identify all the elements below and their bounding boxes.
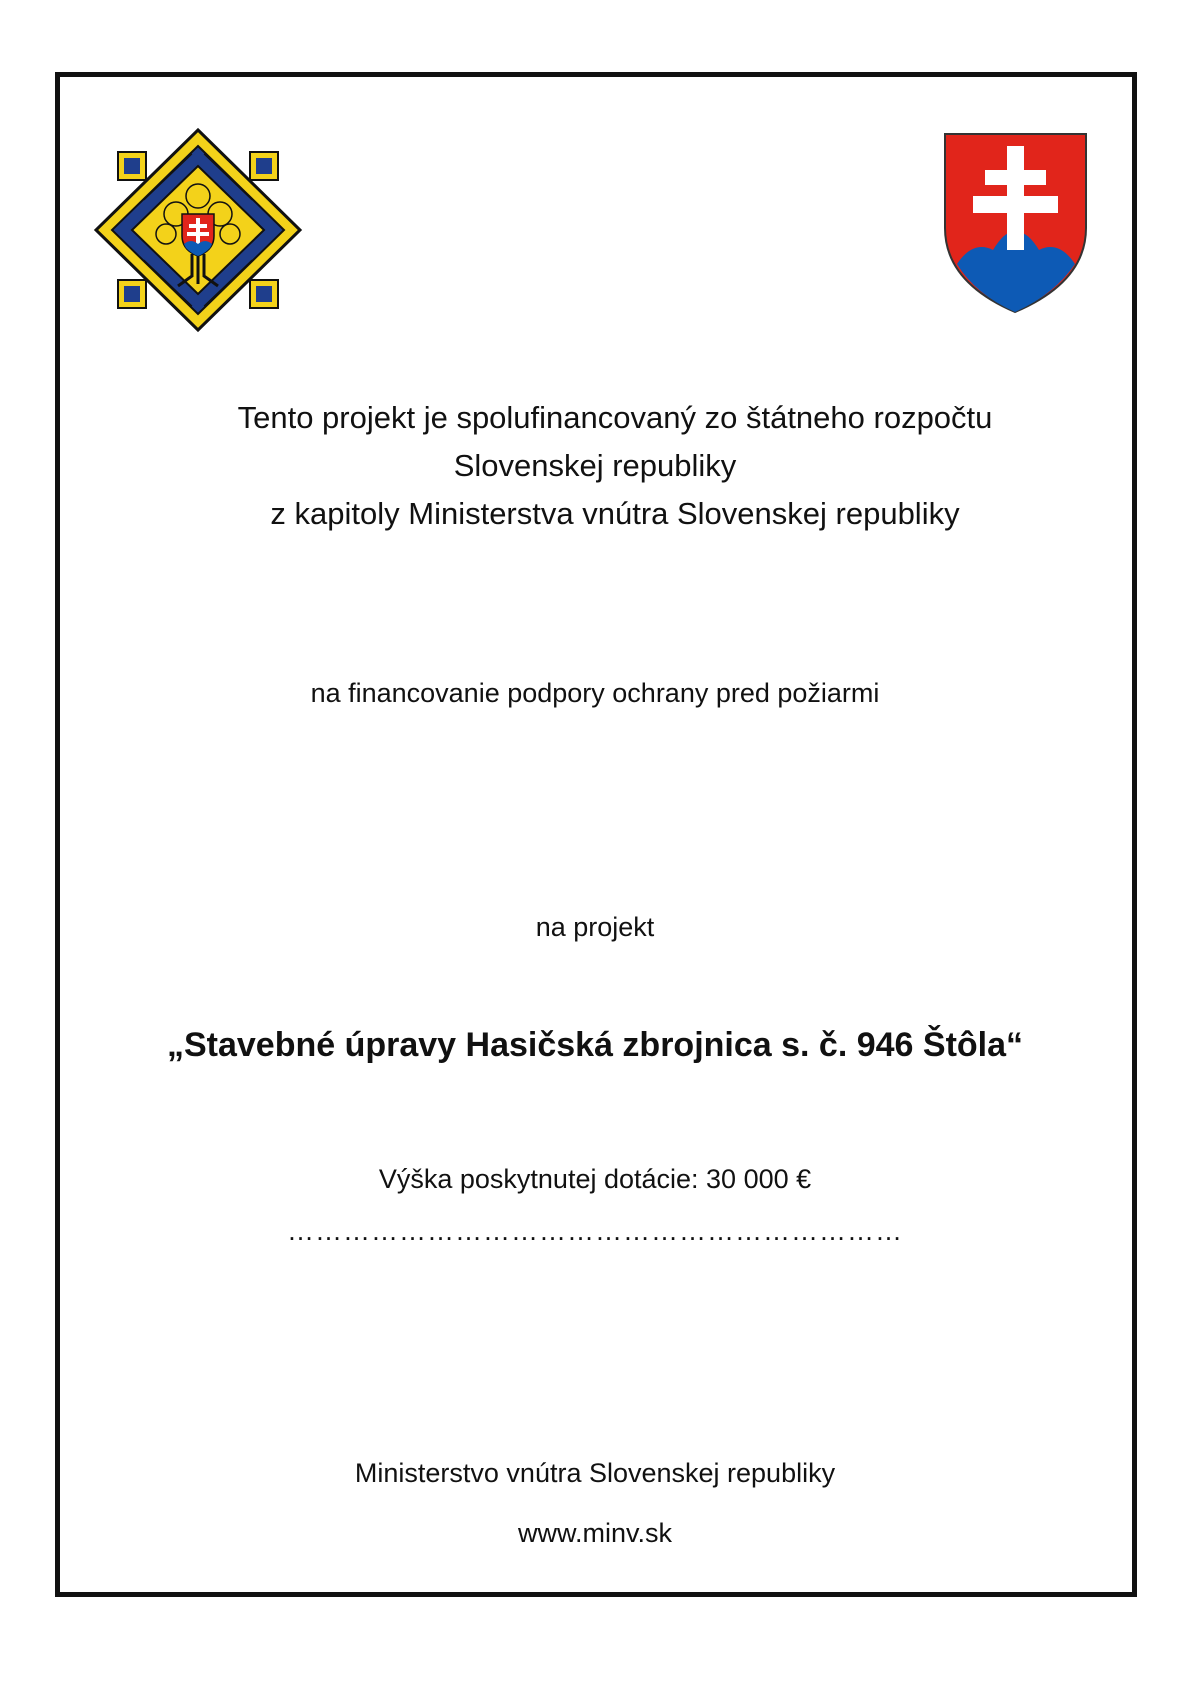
grant-amount: Výška poskytnutej dotácie: 30 000 € bbox=[378, 1164, 812, 1194]
footer-url: www.minv.sk bbox=[517, 1518, 672, 1548]
project-label: na projekt bbox=[535, 912, 655, 942]
slovak-coat-of-arms-icon bbox=[943, 132, 1088, 314]
project-title: „Stavebné úpravy Hasičská zbrojnica s. č. 946 Štôla“ bbox=[166, 1026, 1024, 1064]
purpose-text: na financovanie podpory ochrany pred požiarmi bbox=[310, 678, 880, 708]
dotted-line: ………………………………………………………… bbox=[287, 1216, 903, 1246]
footer-organization: Ministerstvo vnútra Slovenskej republiky bbox=[354, 1458, 836, 1488]
intro-line-3: z kapitoly Ministerstva vnútra Slovenskej republiky bbox=[270, 496, 960, 531]
intro-line-2: Slovenskej republiky bbox=[453, 448, 737, 483]
ministry-emblem-icon bbox=[92, 126, 304, 334]
intro-line-1: Tento projekt je spolufinancovaný zo štátneho rozpočtu bbox=[237, 400, 993, 435]
